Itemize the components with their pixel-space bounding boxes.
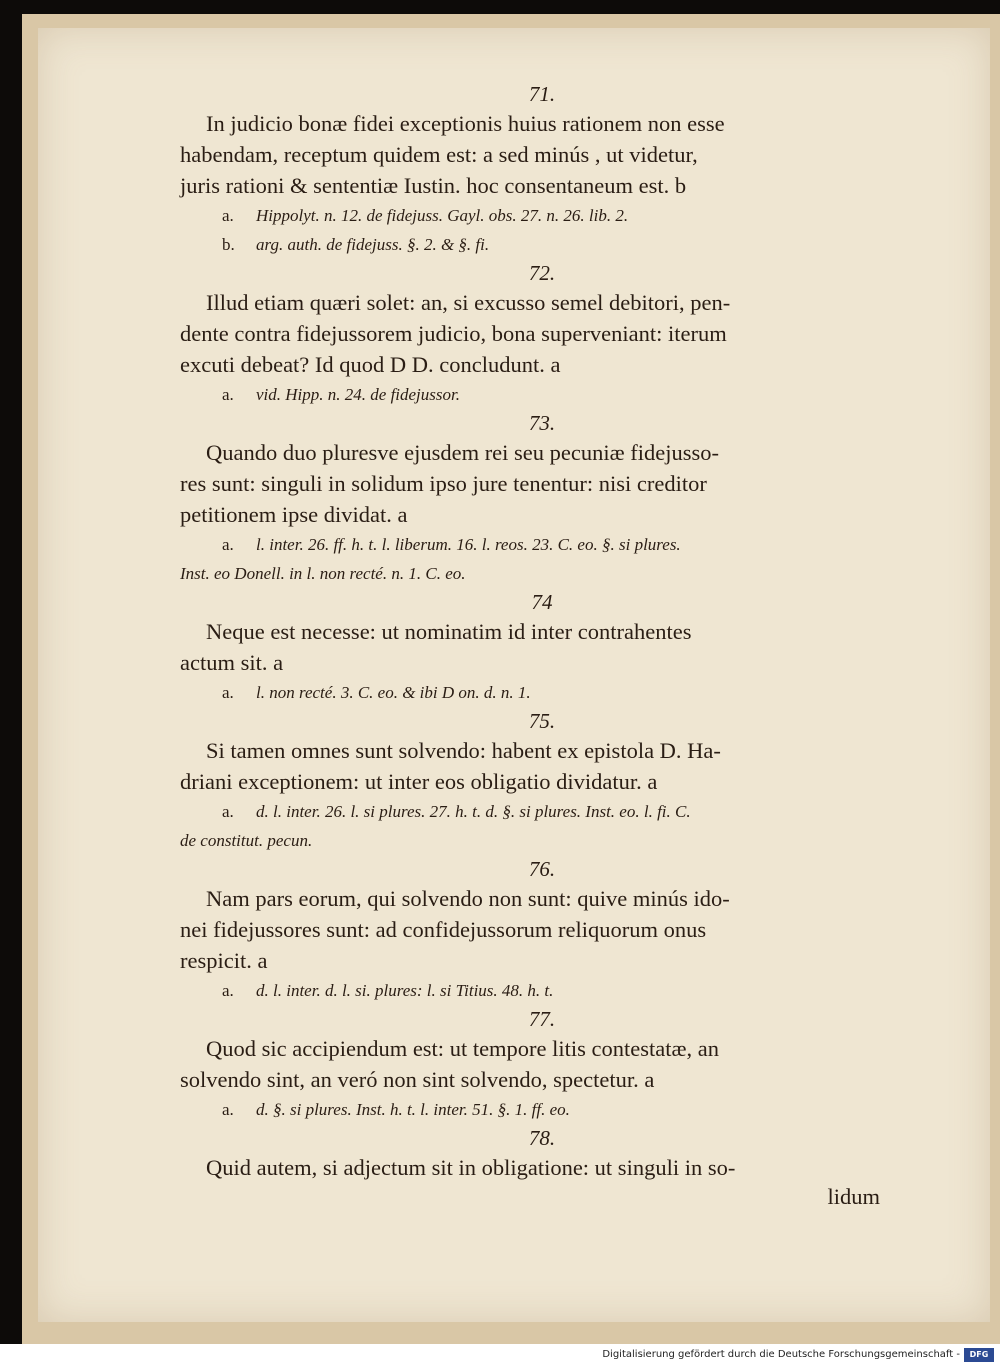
text-line: nei fidejussores sunt: ad confidejussorum reliquorum onus xyxy=(180,917,707,942)
footnote-line xyxy=(180,230,880,259)
section-number: 71. xyxy=(528,82,556,106)
footnote-marker: a. xyxy=(222,683,234,702)
section-number: 74 xyxy=(531,590,553,614)
text-line: dente contra fidejussorem judicio, bona superveniant: iterum xyxy=(180,321,727,346)
footnote-line xyxy=(180,559,880,588)
text-line: solvendo sint, an veró non sint solvendo, spectetur. a xyxy=(180,1067,655,1092)
footnote-marker: b. xyxy=(222,235,235,254)
footnote-line xyxy=(180,678,880,707)
footnote-line xyxy=(180,797,880,826)
section-text xyxy=(180,287,880,380)
footnote-line xyxy=(180,1095,880,1124)
footnote xyxy=(180,201,880,230)
dfg-logo: DFG xyxy=(964,1348,994,1362)
footnote-text: arg. auth. de fidejuss. §. 2. & §. fi. xyxy=(256,235,490,254)
footnote xyxy=(180,1095,880,1124)
section-number: 77. xyxy=(528,1007,556,1031)
footnote-text: Inst. eo Donell. in l. non recté. n. 1. C. eo. xyxy=(180,564,466,583)
footnote-text: de constitut. pecun. xyxy=(180,831,313,850)
footnote-text: l. non recté. 3. C. eo. & ibi D on. d. n. 1. xyxy=(256,683,531,702)
footnote-marker: a. xyxy=(222,535,234,554)
footnote-marker: a. xyxy=(222,981,234,1000)
footnote-marker: a. xyxy=(222,802,234,821)
section-number: 76. xyxy=(528,857,556,881)
text-line: Neque est necesse: ut nominatim id inter contrahentes xyxy=(206,619,692,644)
footnote-text: vid. Hipp. n. 24. de fidejussor. xyxy=(256,385,460,404)
footnote-line xyxy=(180,201,880,230)
section-number: 75. xyxy=(528,709,556,733)
text-line: excuti debeat? Id quod D D. concludunt. a xyxy=(180,352,561,377)
section-1 xyxy=(180,80,880,259)
section-4 xyxy=(180,588,880,707)
section-text xyxy=(180,437,880,530)
footnote-text: d. l. inter. d. l. si. plures: l. si Titius. 48. h. t. xyxy=(256,981,554,1000)
catchword: lidum xyxy=(827,1184,880,1209)
footnote-marker: a. xyxy=(222,1100,234,1119)
section-5 xyxy=(180,707,880,855)
footnote-line xyxy=(180,530,880,559)
section-text xyxy=(180,616,880,678)
text-line: res sunt: singuli in solidum ipso jure tenentur: nisi creditor xyxy=(180,471,707,496)
section-number: 78. xyxy=(528,1126,556,1150)
section-text xyxy=(180,108,880,201)
text-line: driani exceptionem: ut inter eos obligatio dividatur. a xyxy=(180,769,658,794)
footer-credit: Digitalisierung gefördert durch die Deutsche Forschungsgemeinschaft - xyxy=(602,1349,960,1360)
text-line: Quid autem, si adjectum sit in obligatione: ut singuli in so- xyxy=(206,1155,736,1180)
footer-bar xyxy=(0,1344,1000,1367)
section-number: 73. xyxy=(528,411,556,435)
section-3 xyxy=(180,409,880,588)
section-8 xyxy=(180,1124,880,1183)
footnote-text: l. inter. 26. ff. h. t. l. liberum. 16. l. reos. 23. C. eo. §. si plures. xyxy=(256,535,681,554)
section-text xyxy=(180,883,880,976)
section-text xyxy=(180,1033,880,1095)
text-line: Nam pars eorum, qui solvendo non sunt: quive minús ido- xyxy=(206,886,730,911)
footnote-marker: a. xyxy=(222,385,234,404)
text-line: Quando duo pluresve ejusdem rei seu pecuniæ fidejusso- xyxy=(206,440,720,465)
footnote xyxy=(180,678,880,707)
section-2 xyxy=(180,259,880,409)
section-text xyxy=(180,735,880,797)
footnote xyxy=(180,797,880,855)
footnote xyxy=(180,530,880,588)
page-text xyxy=(180,80,880,1211)
text-line: habendam, receptum quidem est: a sed minús , ut videtur, xyxy=(180,142,698,167)
footnote-text: d. l. inter. 26. l. si plures. 27. h. t. d. §. si plures. Inst. eo. l. fi. C. xyxy=(256,802,691,821)
footnote-line xyxy=(180,380,880,409)
text-line: Quod sic accipiendum est: ut tempore litis contestatæ, an xyxy=(206,1036,720,1061)
section-text xyxy=(180,1152,880,1183)
footnote-text: Hippolyt. n. 12. de fidejuss. Gayl. obs. 27. n. 26. lib. 2. xyxy=(256,206,629,225)
text-line: juris rationi & sententiæ Iustin. hoc consentaneum est. b xyxy=(180,173,687,198)
footnote xyxy=(180,380,880,409)
footnote-line xyxy=(180,976,880,1005)
footnote-marker: a. xyxy=(222,206,234,225)
text-line: Si tamen omnes sunt solvendo: habent ex epistola D. Ha- xyxy=(206,738,721,763)
text-line: petitionem ipse dividat. a xyxy=(180,502,408,527)
footnote xyxy=(180,230,880,259)
footnote-line xyxy=(180,826,880,855)
text-line: Illud etiam quæri solet: an, si excusso semel debitori, pen- xyxy=(206,290,731,315)
text-line: In judicio bonæ fidei exceptionis huius rationem non esse xyxy=(206,111,725,136)
footnote xyxy=(180,976,880,1005)
section-7 xyxy=(180,1005,880,1124)
footnote-text: d. §. si plures. Inst. h. t. l. inter. 51. §. 1. ff. eo. xyxy=(256,1100,570,1119)
section-6 xyxy=(180,855,880,1005)
section-number: 72. xyxy=(528,261,556,285)
text-line: respicit. a xyxy=(180,948,268,973)
text-line: actum sit. a xyxy=(180,650,284,675)
